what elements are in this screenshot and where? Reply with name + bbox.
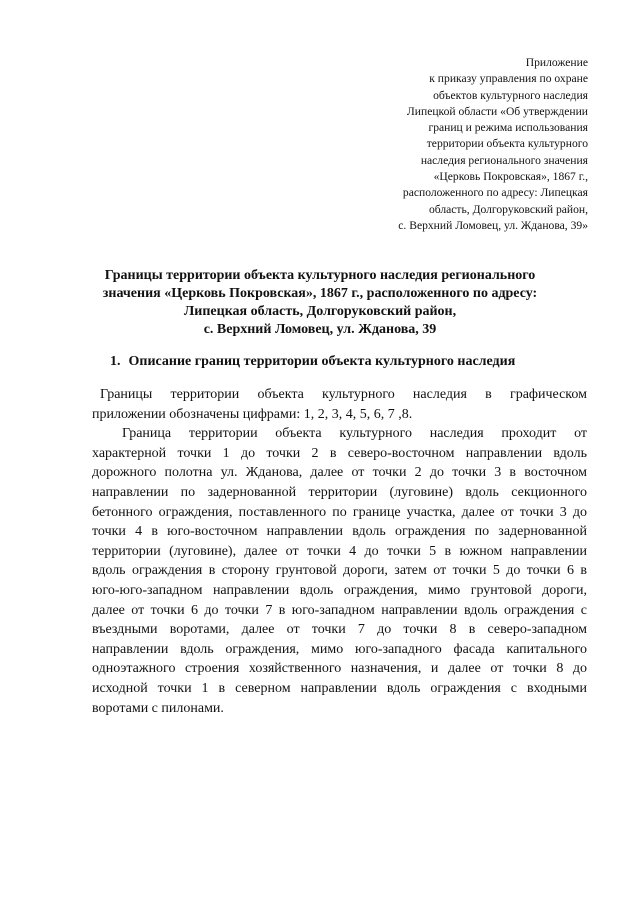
section-heading — [110, 353, 610, 371]
paragraph-line: вдоль ограждения в сторону грунтовой дороги, затем от точки 5 до точки 6 в — [92, 563, 587, 579]
appendix-line: расположенного по адресу: Липецкая — [402, 186, 588, 200]
paragraph-line: характерной точки 1 до точки 2 в северо-восточном направлении вдоль — [92, 445, 587, 461]
paragraph-line: Границы территории объекта культурного наследия в графическом — [100, 387, 587, 402]
paragraph-line: одноэтажного строения хозяйственного назначения, и далее от точки 8 до — [92, 661, 587, 677]
paragraph-line: далее от точки 6 до точки 7 в юго-западном направлении вдоль ограждения с — [92, 602, 587, 618]
paragraph-line: исходной точки 1 в северном направлении вдоль ограждения с входными — [92, 680, 587, 696]
appendix-line: «Церковь Покровская», 1867 г., — [433, 170, 588, 184]
paragraph-line: бетонного ограждения, поставленного по границе участка, далее от точки 3 до — [92, 504, 587, 520]
appendix-line: границ и режима использования — [428, 121, 588, 135]
section-number: 1. — [110, 354, 121, 369]
appendix-line: к приказу управления по охране — [429, 72, 588, 86]
appendix-line: область, Долгоруковский район, — [428, 202, 588, 216]
paragraph-line: точки 4 в юго-восточном направлении вдоль ограждения по задернованной — [92, 524, 587, 540]
appendix-note — [288, 55, 588, 234]
paragraph-line: территории (луговине), далее от точки 4 до точки 5 в южном направлении — [92, 543, 587, 559]
appendix-line: с. Верхний Ломовец, ул. Жданова, 39» — [398, 218, 588, 232]
title-line: Липецкая область, Долгоруковский район, — [183, 304, 457, 319]
appendix-line: наследия регионального значения — [420, 153, 588, 167]
paragraph-line: юго-юго-западном направлении вдоль ограждения, мимо грунтовой дороги, — [92, 582, 587, 598]
title-line: с. Верхний Ломовец, ул. Жданова, 39 — [203, 322, 437, 337]
paragraph — [92, 424, 587, 718]
paragraph — [92, 385, 587, 424]
paragraph-line: направлении по задернованной территории (луговине) вдоль секционного — [92, 484, 587, 500]
document-title — [40, 267, 600, 339]
title-line: Границы территории объекта культурного наследия регионального — [104, 268, 536, 283]
section-heading-text: Описание границ территории объекта культурного наследия — [128, 354, 516, 369]
appendix-line: Липецкой области «Об утверждении — [406, 104, 588, 118]
paragraph-line: воротами с пилонами. — [92, 700, 224, 716]
body-text — [92, 385, 587, 718]
title-line: значения «Церковь Покровская», 1867 г., расположенного по адресу: — [102, 286, 538, 301]
appendix-line: Приложение — [525, 56, 588, 69]
appendix-line: объектов культурного наследия — [433, 88, 588, 102]
paragraph-line: въездными воротами, далее от точки 7 до точки 8 в северо-западном — [92, 622, 587, 638]
paragraph-line: Граница территории объекта культурного наследия проходит от — [122, 426, 587, 442]
paragraph-line: приложении обозначены цифрами: 1, 2, 3, 4, 5, 6, 7 ,8. — [92, 406, 413, 422]
paragraph-line: дорожного полотна ул. Жданова, далее от точки 2 до точки 3 в восточном — [92, 465, 587, 481]
paragraph-line: направлении вдоль ограждения, мимо юго-западного фасада капитального — [92, 641, 587, 657]
appendix-line: территории объекта культурного — [426, 137, 588, 151]
